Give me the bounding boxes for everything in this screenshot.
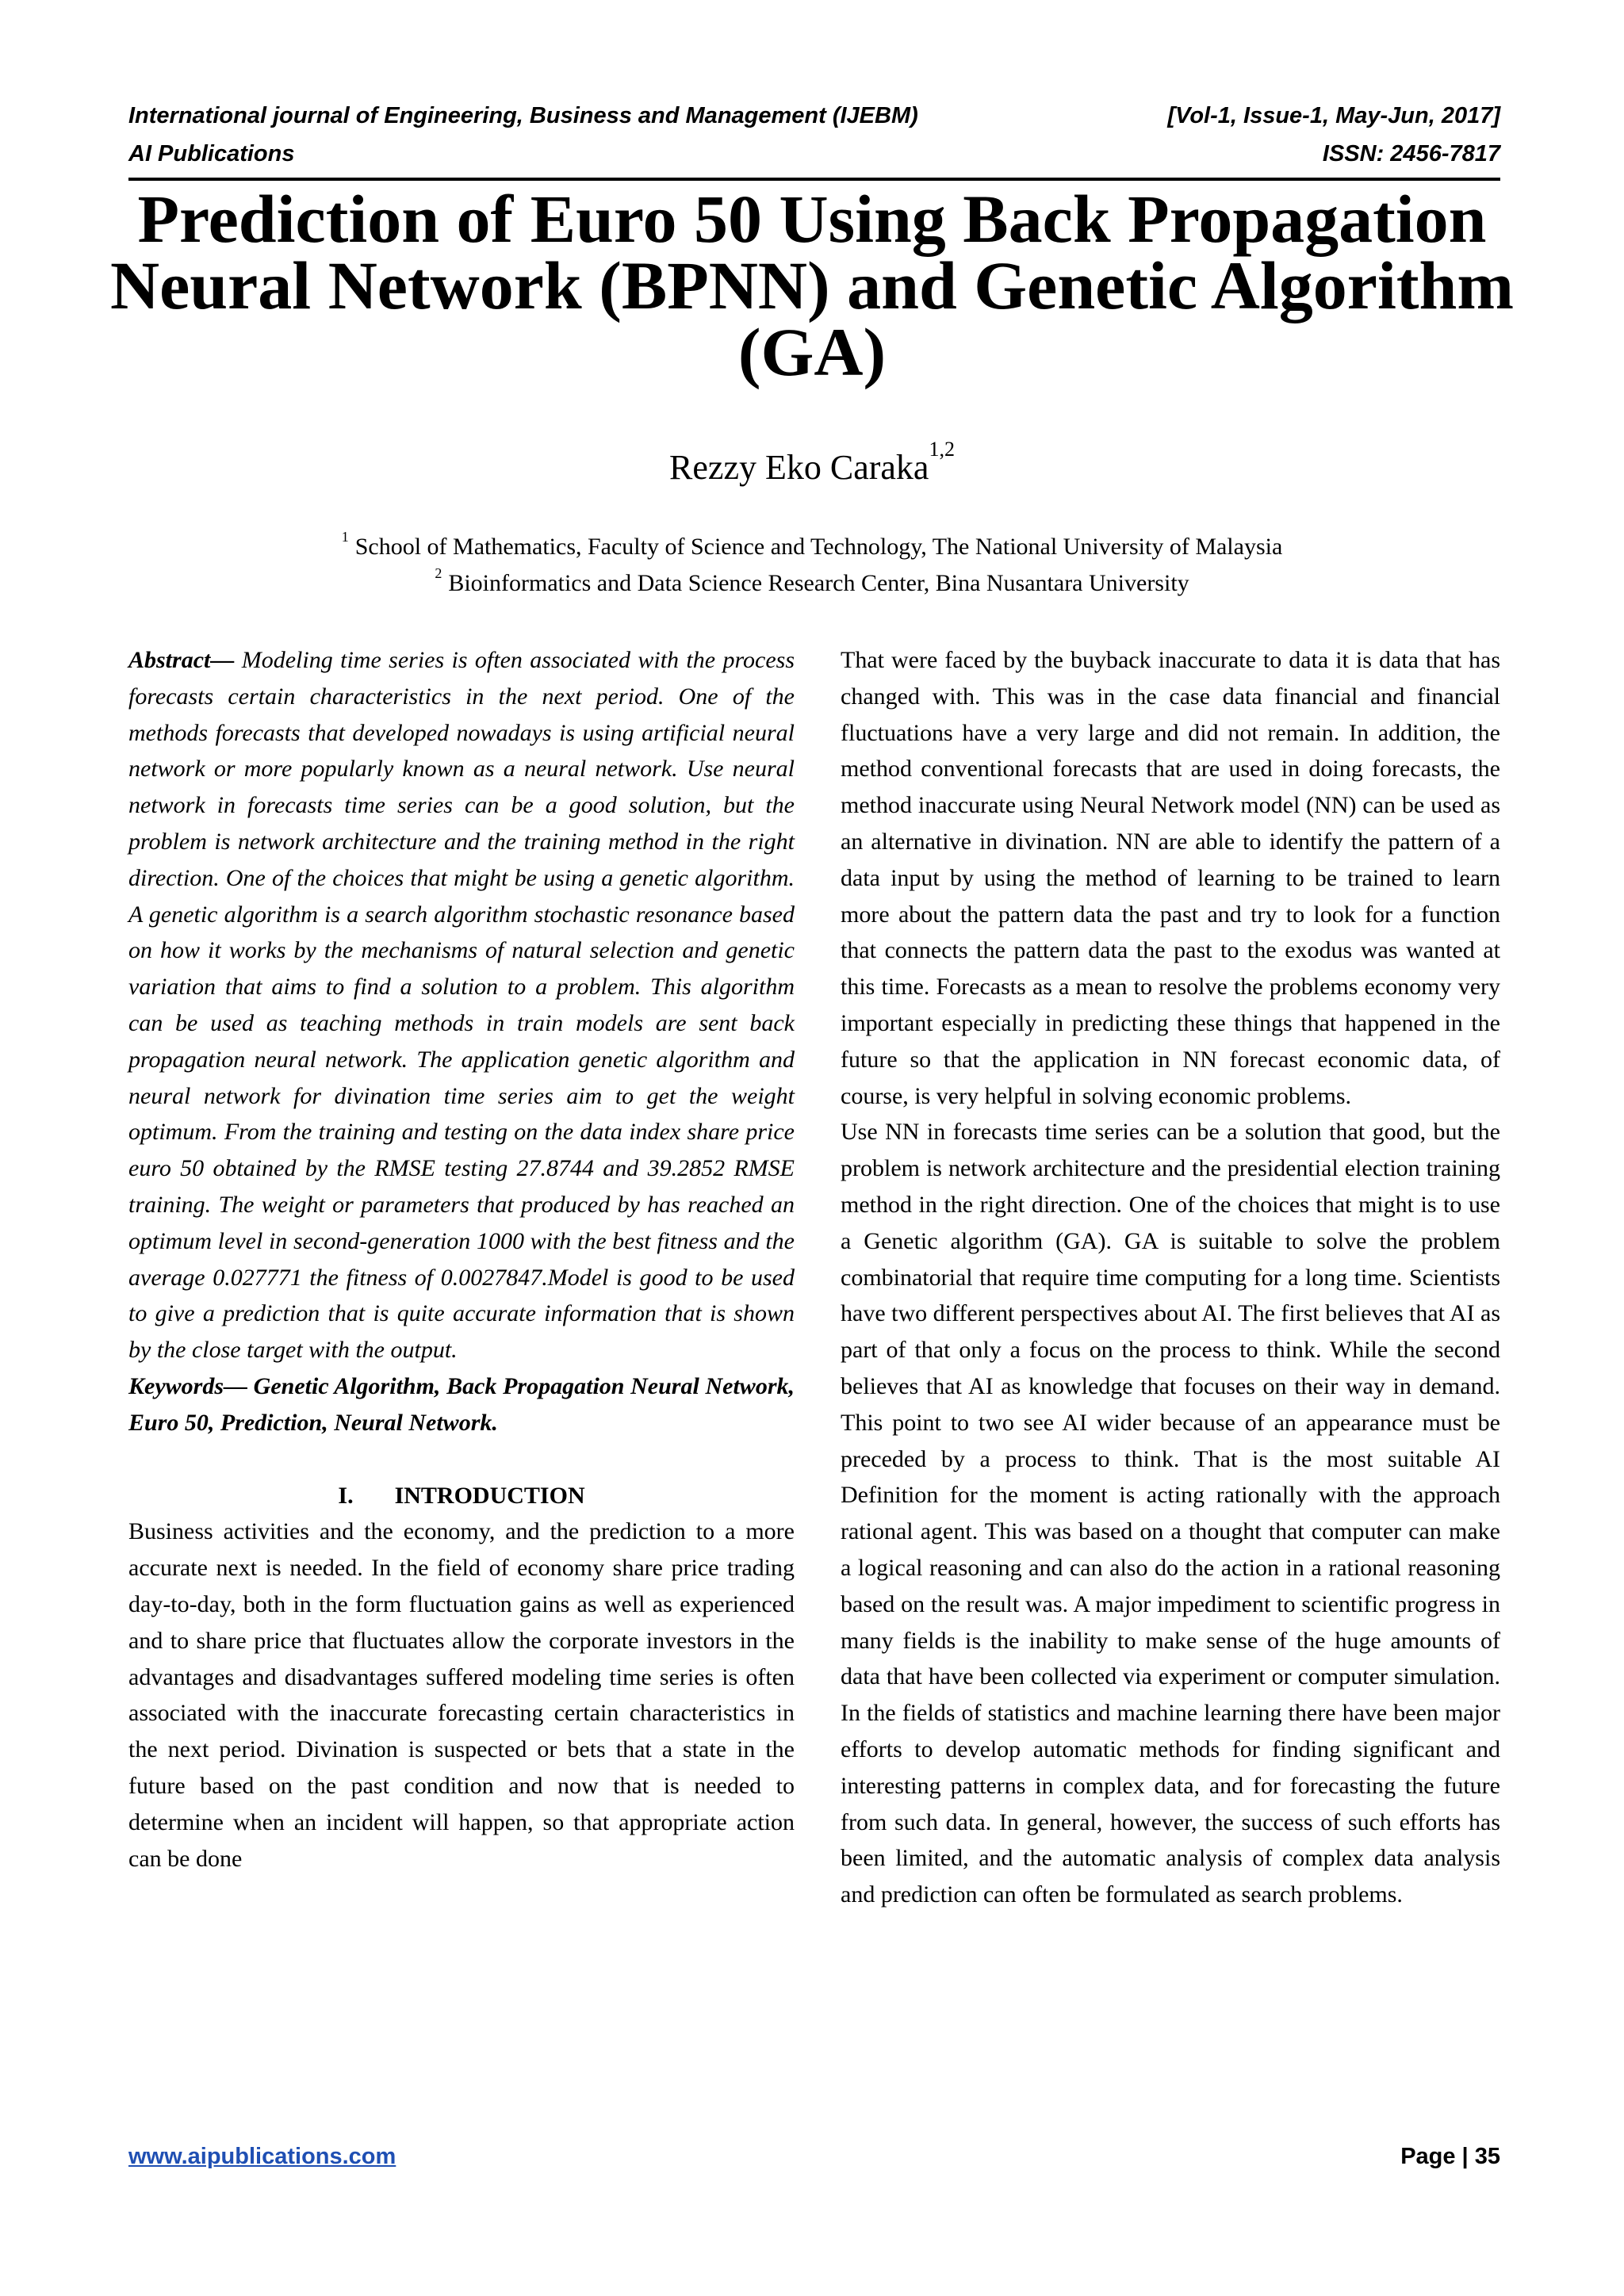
- author-line: [79, 438, 1545, 492]
- author-affiliation-marks: 1,2: [929, 438, 955, 461]
- section-title: INTRODUCTION: [394, 1482, 585, 1509]
- section-heading-introduction: [128, 1478, 795, 1514]
- running-header-top: [128, 100, 1500, 132]
- section-number: I.: [338, 1482, 354, 1509]
- paper-title: Prediction of Euro 50 Using Back Propagation Neural Network (BPNN) and Genetic Algorithm (GA): [110, 181, 1514, 390]
- page-number: Page | 35: [1400, 2144, 1500, 2169]
- left-column: [128, 642, 795, 1877]
- affiliation-2-mark: 2: [435, 565, 442, 581]
- affiliation-1-text: School of Mathematics, Faculty of Science and Technology, The National University of Malaysia: [354, 534, 1283, 560]
- abstract: [128, 642, 795, 1368]
- affiliation-1-mark: 1: [341, 529, 349, 545]
- publisher-website-link[interactable]: www.aipublications.com: [128, 2144, 396, 2169]
- affiliation-2-text: Bioinformatics and Data Science Research Center, Bina Nusantara University: [448, 570, 1189, 596]
- journal-name: International journal of Engineering, Business and Management (IJEBM): [128, 103, 918, 128]
- affiliation-2: [79, 565, 1545, 599]
- abstract-text: Modeling time series is often associated with the process forecasts certain characteristics in the next period. One of the methods forecasts that developed nowadays is using artificial neural network or more popularly known as a neural network. Use neural network in forecasts time series can be a good solution, but the problem is network architecture and the training method in the right direction. One of the choices that might be using a genetic algorithm. A genetic algorithm is a search algorithm stochastic resonance based on how it works by the mechanisms of natural selection and genetic variation that aims to find a solution to a problem. This algorithm can be used as teaching methods in train models are sent back propagation neural network. The application genetic algorithm and neural network for divination time series aim to get the weight optimum. From the training and testing on the data index share price euro 50 obtained by the RMSE testing 27.8744 and 39.2852 RMSE training. The weight or parameters that produced by has reached an optimum level in second-generation 1000 with the best fitness and the average 0.027771 the fitness of 0.0027847.Model is good to be used to give a prediction that is quite accurate information that is shown by the close target with the output.: [128, 647, 795, 1364]
- right-paragraph-1: That were faced by the buyback inaccurate to data it is data that has changed with. This was in the case data financial and financial fluctuations have a very large and did not remain. In addition, the method conventional forecasts that are used in doing forecasts, the method inaccurate using Neural Network model (NN) can be used as an alternative in divination. NN are able to identify the pattern of a data input by using the method of learning to be trained to learn more about the pattern data the past and try to look for a function that connects the pattern data the past to the exodus was wanted at this time. Forecasts as a mean to resolve the problems economy very important especially in predicting these things that happened in the future so that the application in NN forecast economic data, of course, is very helpful in solving economic problems.: [841, 647, 1500, 1109]
- right-column: [841, 642, 1500, 1913]
- right-paragraph-2: Use NN in forecasts time series can be a solution that good, but the problem is network architecture and the presidential election training method in the right direction. One of the choices that might is to use a Genetic algorithm (GA). GA is suitable to solve the problem combinatorial that require time computing for a long time. Scientists have two different perspectives about AI. The first believes that AI as part of that only a focus on the process to think. While the second believes that AI as knowledge that focuses on their way in demand. This point to two see AI wider because of an appearance must be preceded by a process to think. That is the most suitable AI Definition for the moment is acting rationally with the approach rational agent. This was based on a thought that computer can make a logical reasoning and can also do the action in a rational reasoning based on the result was. A major impediment to scientific progress in many fields is the inability to make sense of the huge amounts of data that have been collected via experiment or computer simulation. In the fields of statistics and machine learning there have been major efforts to develop automatic methods for finding significant and interesting patterns in complex data, and for forecasting the future from such data. In general, however, the success of such efforts has been limited, and the automatic analysis of complex data analysis and prediction can often be formulated as search problems.: [841, 1119, 1500, 1908]
- volume-info: [Vol-1, Issue-1, May-Jun, 2017]: [1167, 103, 1500, 128]
- author-name: Rezzy Eko Caraka: [669, 448, 929, 487]
- publisher-name: AI Publications: [128, 141, 295, 166]
- affiliation-1: [79, 531, 1545, 563]
- keywords: Keywords— Genetic Algorithm, Back Propagation Neural Network, Euro 50, Prediction, Neural Network.: [128, 1372, 795, 1436]
- abstract-label: Abstract—: [128, 647, 235, 673]
- issn: ISSN: 2456-7817: [1322, 141, 1500, 166]
- introduction-paragraph: Business activities and the economy, and the prediction to a more accurate next is needed. In the field of economy share price trading day-to-day, both in the form fluctuation gains as well as experienced and to share price that fluctuates allow the corporate investors in the advantages and disadvantages suffered modeling time series is often associated with the inaccurate forecasting certain characteristics in the next period. Divination is suspected or bets that a state in the future based on the past condition and now that is needed to determine when an incident will happen, so that appropriate action can be done: [128, 1518, 795, 1872]
- running-header-bottom: [128, 138, 1500, 170]
